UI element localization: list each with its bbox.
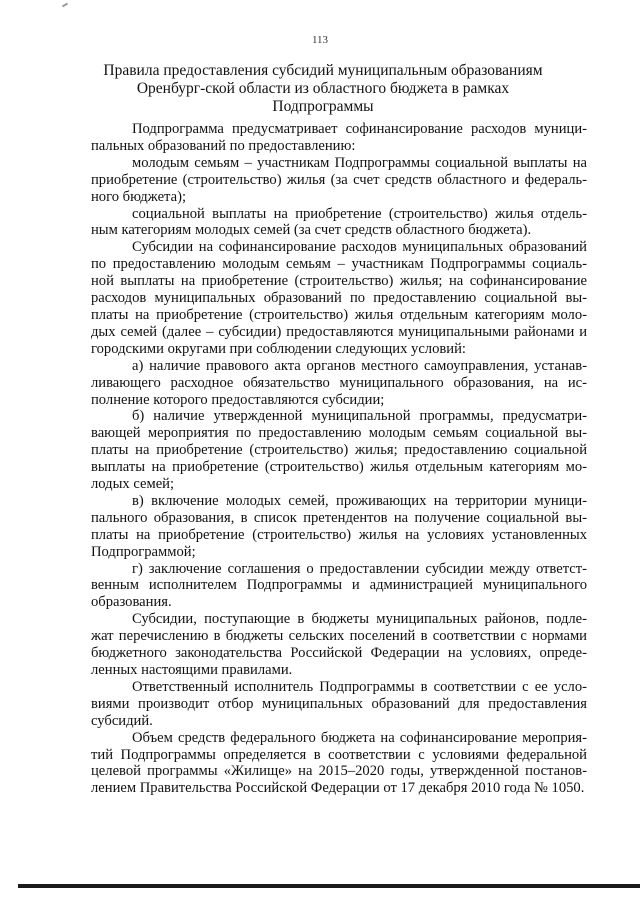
document-body	[91, 121, 587, 797]
paragraph: г) заключение соглашения о предоставлении субсидии между ответст-венным исполнителем Подпрограммы и администрацией муниципального образования.	[91, 560, 587, 611]
paragraph: Субсидии на софинансирование расходов муниципальных образований по предоставлению молодым семьям – участникам Подпрограммы социаль-ной выплаты на приобретение (строительство) жилья; на софинансирование расходов муниципальных образований по предоставлению социальной вы-платы на приобретение (строительство) жилья отдельным категориям моло-дых семей (далее – субсидии) предоставляются муниципальными районами и городскими округами при соблюдении следующих условий:	[91, 239, 587, 357]
paragraph: а) наличие правового акта органов местного самоуправления, устанав-ливающего расходное обязательство муниципального образования, на ис-полнение которого предоставляются субсидии;	[91, 357, 587, 408]
page-number: 113	[311, 34, 329, 46]
paragraph: б) наличие утвержденной муниципальной программы, предусматри-вающей мероприятия по предоставлению молодым семьям социальной вы-платы на приобретение (строительство) жилья; предоставлению социальной выплаты на приобретение (строительство) жилья отдельным категориям мо-лодых семей;	[91, 408, 587, 493]
document-title: Правила предоставления субсидий муниципальным образованиям Оренбург-ской области из областного бюджета в рамках Подпрограммы	[103, 62, 543, 115]
bottom-rule	[18, 884, 640, 888]
paragraph: в) включение молодых семей, проживающих на территории муници-пального образования, в список претендентов на получение социальной вы-платы на приобретение (строительство) жилья на условиях установленных Подпрограммой;	[91, 492, 587, 560]
paragraph: Субсидии, поступающие в бюджеты муниципальных районов, подле-жат перечислению в бюджеты сельских поселений в соответствии с нормами бюджетного законодательства Российской Федерации на условиях, опреде-ленных настоящими правилами.	[91, 611, 587, 678]
paragraph: молодым семьям – участникам Подпрограммы социальной выплаты на приобретение (строительство) жилья (за счет средств областного и федераль-ного бюджета);	[91, 154, 587, 205]
paragraph: Подпрограмма предусматривает софинансирование расходов муници-пальных образований по предоставлению:	[91, 121, 587, 154]
paragraph: Объем средств федерального бюджета на софинансирование мероприя-тий Подпрограммы определяется в соответствии с условиями федеральной целевой программы «Жилище» на 2015–2020 годы, утвержденной постанов-лением Правительства Российской Федерации от 17 декабря 2010 года № 1050.	[91, 729, 587, 797]
scan-mark	[62, 3, 68, 8]
paragraph: социальной выплаты на приобретение (строительство) жилья отдель-ным категориям молодых семей (за счет средств областного бюджета).	[91, 205, 587, 239]
paragraph: Ответственный исполнитель Подпрограммы в соответствии с ее усло-виями производит отбор муниципальных образований для предоставления субсидий.	[91, 678, 587, 729]
